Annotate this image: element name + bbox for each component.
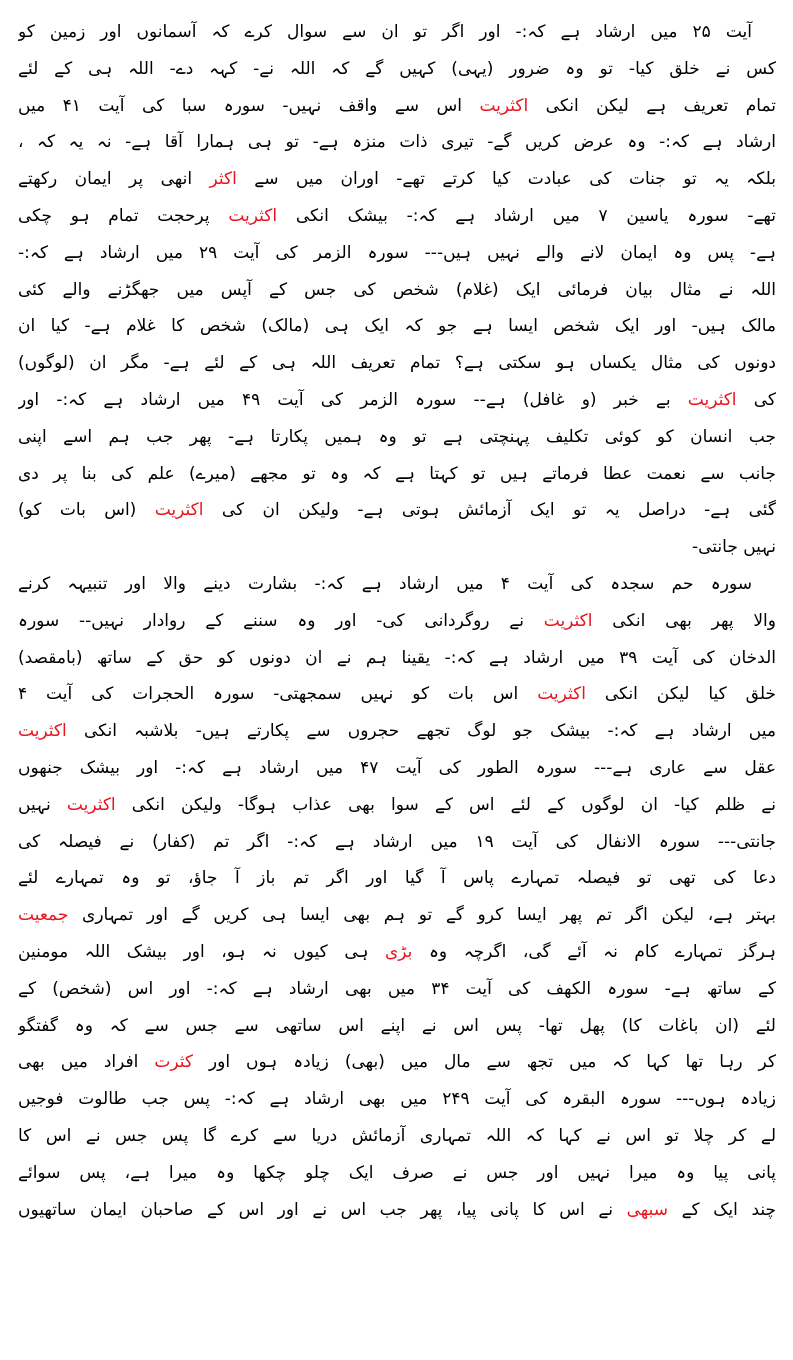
text-line	[18, 676, 776, 713]
text-segment: ہے- پس وہ ایمان لانے والے نہیں ہیں--- سورہ الزمر کی آیت ۲۹ میں ارشاد ہے کہ:-	[18, 242, 776, 263]
text-line	[18, 14, 776, 51]
text-segment: بہتر ہے، لیکن اگر تم پھر ایسا کرو گے تو ہم بھی ایسا ہی کریں گے اور تمہاری	[68, 905, 776, 926]
text-segment: تمام تعریف ہے لیکن انکی	[528, 95, 776, 116]
text-segment: کے ساتھ ہے- سورہ الکھف کی آیت ۳۴ میں بھی ارشاد ہے کہ:- اور اس (شخص) کے	[18, 978, 776, 999]
text-line	[18, 1008, 776, 1045]
text-segment: کس نے خلق کیا- تو وہ ضرور (یہی) کہیں گے کہ اللہ نے- کہہ دے- اللہ ہی کے لئے	[18, 58, 776, 79]
text-line	[18, 750, 776, 787]
text-segment: چند ایک کے	[668, 1199, 776, 1220]
text-line	[18, 272, 776, 309]
text-segment: تھے- سورہ یاسین ۷ میں ارشاد ہے کہ:- بیشک انکی	[277, 205, 776, 226]
text-line	[18, 124, 776, 161]
text-segment: اس بات کو نہیں سمجھتی- سورہ الحجرات کی آیت ۴	[18, 684, 538, 705]
text-line	[18, 787, 776, 824]
text-segment: ارشاد ہے کہ:- وہ عرض کریں گے- تیری ذات منزہ ہے- تو ہی ہمارا آقا ہے- نہ یہ کہ ،	[18, 132, 776, 153]
text-line	[18, 345, 776, 382]
text-segment: میں ارشاد ہے کہ:- بیشک جو لوگ تجھے حجروں سے پکارتے ہیں- بلاشبہ انکی	[66, 721, 776, 742]
highlighted-word: اکثریت	[66, 794, 116, 815]
text-segment: ہرگز تمہارے کام نہ آئے گی، اگرچہ وہ	[412, 941, 776, 962]
highlighted-word: اکثریت	[537, 684, 586, 705]
text-line	[18, 824, 776, 861]
text-line	[18, 1155, 776, 1192]
text-segment: جب انسان کو کوئی تکلیف پہنچتی ہے تو وہ ہمیں پکارتا ہے- پھر جب ہم اسے اپنی	[18, 426, 776, 447]
text-segment: افراد میں بھی	[18, 1052, 155, 1073]
text-segment: ہی کیوں نہ ہو، اور بیشک اللہ مومنین	[18, 941, 385, 962]
text-segment: (اس بات کو)	[18, 500, 155, 521]
text-segment: بلکہ یہ تو جنات کی عبادت کیا کرتے تھے- اوران میں سے	[236, 169, 776, 190]
text-line	[18, 161, 776, 198]
highlighted-word: کثرت	[154, 1052, 193, 1073]
text-segment: انھی پر ایمان رکھتے	[18, 169, 210, 190]
text-line	[18, 603, 776, 640]
highlighted-word: اکثر	[209, 169, 237, 190]
text-line	[18, 382, 776, 419]
highlighted-word: اکثریت	[479, 95, 529, 116]
text-segment: لئے (ان باغات کا) پھل تھا- پس اس نے اپنے اس ساتھی سے جس سے کہ وہ گفتگو	[18, 1015, 776, 1036]
text-line	[18, 934, 776, 971]
text-line	[18, 1044, 776, 1081]
text-line	[18, 235, 776, 272]
text-segment: بے خبر (و غافل) ہے-- سورہ الزمر کی آیت ۴۹ میں ارشاد ہے کہ:- اور	[18, 389, 688, 410]
text-segment: نے ظلم کیا- ان لوگوں کے لئے اس کے سوا بھی عذاب ہوگا- ولیکن انکی	[115, 794, 776, 815]
text-line	[18, 971, 776, 1008]
text-segment: نے روگردانی کی- اور وہ سننے کے روادار نہیں-- سورہ	[18, 610, 544, 631]
text-line	[18, 860, 776, 897]
text-segment: سورہ حم سجدہ کی آیت ۴ میں ارشاد ہے کہ:- بشارت دینے والا اور تنبیہہ کرنے	[18, 573, 752, 594]
paragraph	[18, 14, 776, 566]
highlighted-word: اکثریت	[18, 721, 67, 742]
text-segment: دعا کی تھی تو فیصلہ تمہارے پاس آ گیا اور اگر تم باز آ جاؤ، تو وہ تمہارے لئے	[18, 868, 776, 889]
text-segment: نے اس کا پانی پیا، پھر جب اس نے اور اس کے صاحبان ایمان ساتھیوں	[18, 1199, 627, 1220]
text-segment: اس سے واقف نہیں- سورہ سبا کی آیت ۴۱ میں	[18, 95, 480, 116]
highlighted-word: سبھی	[626, 1199, 668, 1220]
text-segment: جانب سے نعمت عطا فرماتے ہیں تو کہتا ہے کہ وہ تو مجھے (میرے) علم کی بنا پر دی	[18, 463, 776, 484]
text-line	[18, 1192, 776, 1229]
text-line	[18, 566, 776, 603]
text-segment: خلق کیا لیکن انکی	[585, 684, 776, 705]
text-line	[18, 1118, 776, 1155]
text-segment: لے کر چلا تو اس نے کہا کہ اللہ تمہاری آزمائش دریا سے کرے گا پس جس نے اس کا	[18, 1125, 776, 1146]
text-segment: آیت ۲۵ میں ارشاد ہے کہ:- اور اگر تو ان سے سوال کرے کہ آسمانوں اور زمین کو	[18, 22, 752, 42]
text-segment: دونوں کی مثال یکساں ہو سکتی ہے؟ تمام تعریف اللہ ہی کے لئے ہے- مگر ان (لوگوں)	[18, 353, 776, 374]
paragraph	[18, 566, 776, 1228]
text-segment: کر رہا تھا کہا کہ میں تجھ سے مال میں (بھی) زیادہ ہوں اور	[192, 1052, 776, 1073]
text-line	[18, 308, 776, 345]
highlighted-word: اکثریت	[228, 205, 278, 226]
text-segment: جانتی--- سورہ الانفال کی آیت ۱۹ میں ارشاد ہے کہ:- اگر تم (کفار) نے فیصلہ کی	[18, 831, 776, 852]
text-line	[18, 640, 776, 677]
highlighted-word: جمعیت	[18, 905, 69, 926]
text-segment: مالک ہیں- اور ایک شخص ایسا ہے جو کہ ایک ہی (مالک) شخص کا غلام ہے- کیا ان	[18, 316, 776, 337]
text-segment: الدخان کی آیت ۳۹ میں ارشاد ہے کہ:- یقینا ہم نے ان دونوں کو حق کے ساتھ (بامقصد)	[18, 647, 776, 668]
text-line	[18, 198, 776, 235]
text-line	[18, 88, 776, 125]
text-line	[18, 529, 776, 566]
text-line	[18, 51, 776, 88]
text-line	[18, 897, 776, 934]
text-segment: عقل سے عاری ہے--- سورہ الطور کی آیت ۴۷ میں ارشاد ہے کہ:- اور بیشک جنھوں	[18, 757, 776, 778]
text-line	[18, 492, 776, 529]
text-segment: گئی ہے- دراصل یہ تو ایک آزمائش ہوتی ہے- ولیکن ان کی	[203, 500, 776, 521]
text-segment: پرحجت تمام ہو چکی	[18, 205, 229, 226]
highlighted-word: بڑی	[385, 941, 413, 962]
highlighted-word: اکثریت	[543, 610, 593, 631]
text-segment: زیادہ ہوں--- سورہ البقرہ کی آیت ۲۴۹ میں بھی ارشاد ہے کہ:- پس جب طالوت فوجیں	[18, 1089, 776, 1110]
text-segment: اللہ نے مثال بیان فرمائی ایک (غلام) شخص کی جس کے آپس میں جھگڑنے والے کئی	[18, 279, 776, 300]
text-segment: کی	[736, 389, 776, 410]
text-segment: والا پھر بھی انکی	[592, 610, 776, 631]
document-page	[18, 14, 776, 1228]
highlighted-word: اکثریت	[154, 500, 204, 521]
highlighted-word: اکثریت	[687, 389, 737, 410]
text-line	[18, 419, 776, 456]
text-line	[18, 456, 776, 493]
text-line	[18, 1081, 776, 1118]
text-segment: نہیں	[18, 794, 67, 815]
text-segment: نہیں جانتی-	[691, 537, 776, 558]
text-segment: پانی پیا وہ میرا نہیں اور جس نے صرف ایک چلو چکھا وہ میرا ہے، پس سوائے	[18, 1162, 776, 1183]
text-line	[18, 713, 776, 750]
